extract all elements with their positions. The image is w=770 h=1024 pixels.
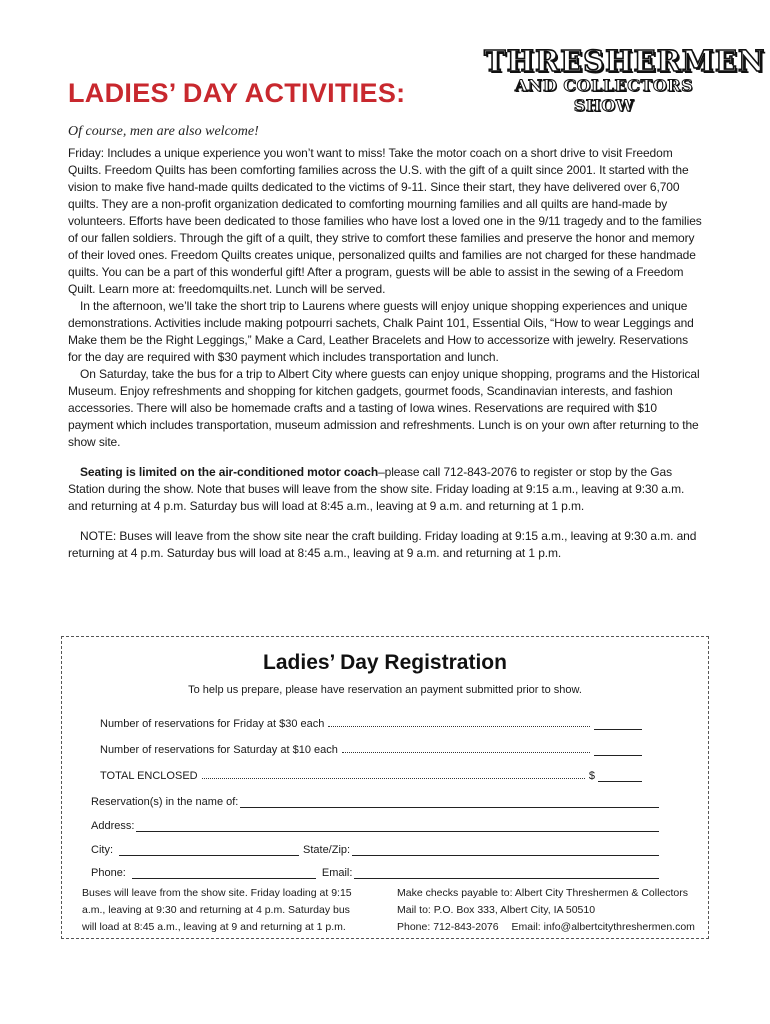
contact-line (397, 919, 697, 936)
checks-line: Make checks payable to: Albert City Threshermen & Collectors (397, 887, 689, 899)
city-label: City: (91, 844, 113, 856)
total-field[interactable] (598, 769, 642, 782)
saturday-label: Number of reservations for Saturday at $10 each (100, 744, 338, 756)
phone-label: Phone: (91, 867, 126, 879)
registration-form (61, 636, 709, 939)
saturday-count-field[interactable] (594, 743, 642, 756)
seating-bold: Seating is limited on the air-conditioned motor coach (80, 465, 379, 479)
friday-count-field[interactable] (594, 717, 642, 730)
city-row (91, 843, 659, 856)
registration-title: Ladies’ Day Registration (263, 651, 507, 674)
phone-line: Phone: 712-843-2076 (397, 921, 499, 933)
logo-line-2: AND COLLECTORS SHOW (514, 76, 694, 115)
friday-paragraph: Friday: Includes a unique experience you won’t want to miss! Take the motor coach on a short drive to visit Freedom Quilts. Freedom Quilts has been comforting families across the U.S. with the gift of a quilt since 2001. It started with the vision to make five hand-made quilts dedicated to the victims of 9-11. Since their start, they have delivered over 6,700 quilts. They are a non-profit organization dedicated to comforting mourning families and all quilts are hand-made by volunteers. Efforts have been dedicated to those families who have lost a loved one in the 9/11 tragedy and to the families of our fallen soldiers. Through the gift of a quilt, they strive to comfort these families and preserve the honor and memory of their loved ones. Freedom Quilts creates unique, personalized quilts and families are not charged for these handmade quilts. You can be a part of this wonderful gift! After a program, guests will be able to assist in the sewing of a Freedom Quilt. Learn more at: freedomquilts.net. Lunch will be served. (68, 146, 702, 296)
registration-subtitle: To help us prepare, please have reservation an payment submitted prior to show. (188, 684, 582, 696)
tagline: Of course, men are also welcome! (68, 124, 259, 139)
logo-line-1: THRESHERMEN (484, 44, 766, 78)
note-paragraph: NOTE: Buses will leave from the show site near the craft building. Friday loading at 9:15 a.m., leaving at 9:30 a.m. and returning at 4 p.m. Saturday bus will load at 8:45 a.m., leaving at 9 a.m. and returning at 1 p.m. (68, 529, 697, 560)
mailing-info (397, 885, 697, 936)
name-row (91, 795, 659, 808)
total-row (100, 769, 642, 782)
bus-note: Buses will leave from the show site. Friday loading at 9:15 a.m., leaving at 9:30 and returning at 4 p.m. Saturday bus will load at 8:45 a.m., leaving at 9 and returning at 1 p.m. (82, 887, 352, 933)
afternoon-paragraph: In the afternoon, we’ll take the short trip to Laurens where guests will enjoy unique shopping experiences and unique demonstrations. Activities include making potpourri sachets, Chalk Paint 101, Essential Oils, “How to wear Leggings and Make them be the Right Leggings,” Make a Card, Leather Bracelets and How to accessorize with jewelry. Reservations for the day are required with $30 payment which includes transportation and lunch. (68, 299, 694, 364)
address-label: Address: (91, 820, 135, 832)
saturday-paragraph: On Saturday, take the bus for a trip to Albert City where guests can enjoy unique shopping, programs and the Historical Museum. Enjoy refreshments and shopping for kitchen gadgets, gourmet foods, Scandinavian interests, and fashion accessories. There will also be homemade crafts and a tasting of Iowa wines. Reservations are required with $10 payment which includes transportation, museum admission and refreshments. Lunch is on your own after returning to the show site. (68, 367, 700, 449)
phone-row (91, 866, 659, 879)
state-zip-field[interactable] (352, 843, 659, 856)
email-line: Email: info@albertcitythreshermen.com (511, 921, 695, 933)
saturday-row (100, 743, 642, 756)
city-field[interactable] (119, 843, 299, 856)
seating-rest: –please call 712-843-2076 to register or stop by the Gas Station during the show. Note that buses will leave from the show site. Friday loading at 9:15 a.m., leaving at 9:30 a.m. and returning at 4 p.m. Saturday bus will load at 8:45 a.m., leaving at 9 a.m. and returning at 1 p.m. (68, 465, 685, 513)
activities-body (68, 145, 704, 562)
friday-label: Number of reservations for Friday at $30 each (100, 718, 325, 730)
name-label: Reservation(s) in the name of: (91, 796, 239, 808)
friday-row (100, 717, 642, 730)
mail-line: Mail to: P.O. Box 333, Albert City, IA 50510 (397, 904, 596, 916)
seating-paragraph (68, 464, 704, 515)
name-field[interactable] (240, 795, 659, 808)
address-field[interactable] (136, 819, 659, 832)
total-label: TOTAL ENCLOSED (100, 770, 198, 782)
state-label: State/Zip: (303, 844, 351, 856)
page-title: LADIES’ DAY ACTIVITIES: (68, 78, 406, 108)
email-label: Email: (321, 867, 353, 879)
phone-field[interactable] (132, 866, 316, 879)
dollar-sign: $ (588, 770, 595, 782)
show-logo (484, 44, 766, 116)
email-field[interactable] (354, 866, 659, 879)
address-row (91, 819, 659, 832)
